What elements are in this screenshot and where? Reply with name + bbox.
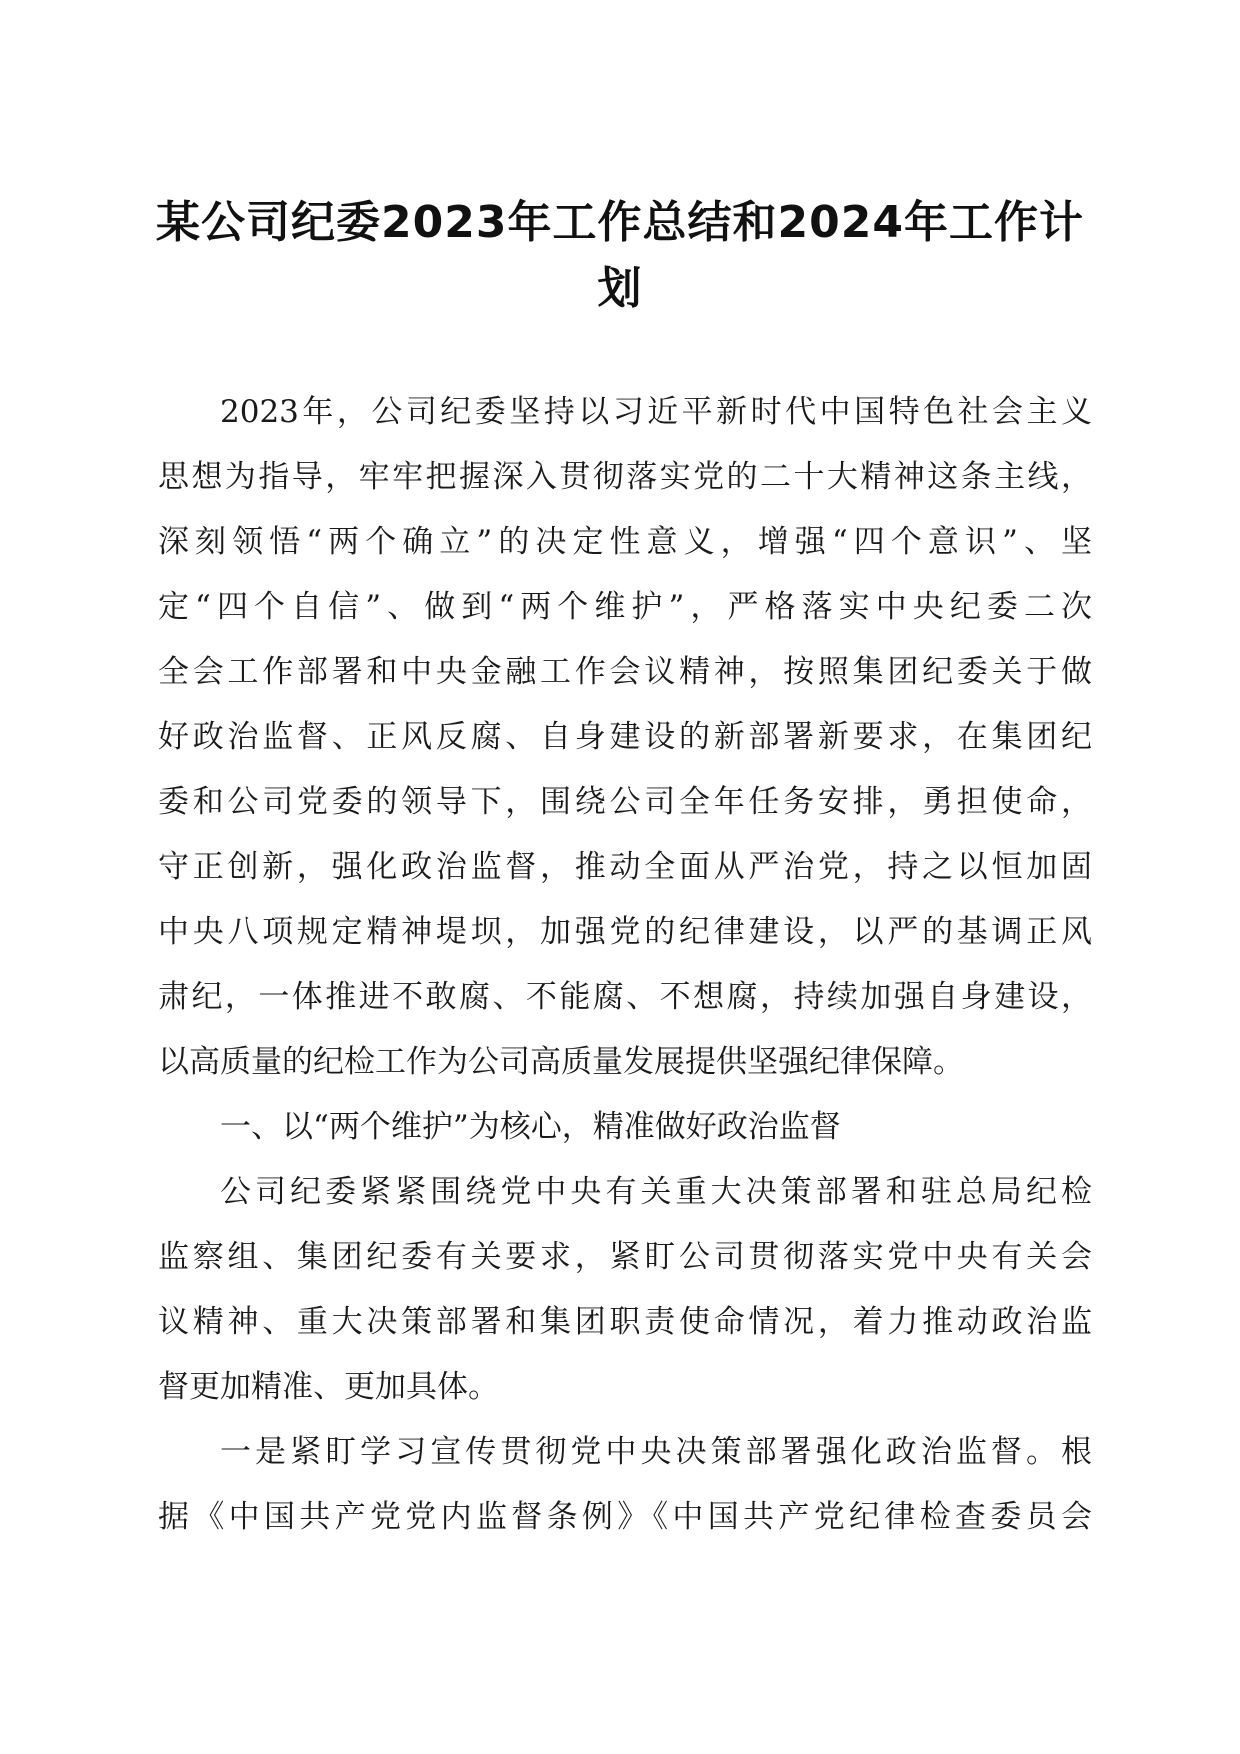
body-line: 定“四个自信”、做到“两个维护”，严格落实中央纪委二次	[158, 589, 1092, 625]
body-line: 深刻领悟“两个确立”的决定性意义，增强“四个意识”、坚	[158, 524, 1092, 560]
body-line: 议精神、重大决策部署和集团职责使命情况，着力推动政治监	[158, 1304, 1092, 1340]
body-line: 全会工作部署和中央金融工作会议精神，按照集团纪委关于做	[158, 654, 1092, 690]
title-line-1: 某公司纪委2023年工作总结和2024年工作计	[156, 197, 1084, 248]
body-line: 监察组、集团纪委有关要求，紧盯公司贯彻落实党中央有关会	[158, 1239, 1092, 1275]
body-line: 一是紧盯学习宣传贯彻党中央决策部署强化政治监督。根	[220, 1434, 1092, 1470]
document-body	[158, 380, 1092, 1550]
body-line: 思想为指导，牢牢把握深入贯彻落实党的二十大精神这条主线，	[158, 459, 1092, 495]
body-line: 以高质量的纪检工作为公司高质量发展提供坚强纪律保障。	[158, 1044, 964, 1080]
body-line: 中央八项规定精神堤坝，加强党的纪律建设，以严的基调正风	[158, 914, 1092, 950]
body-line: 督更加精准、更加具体。	[158, 1369, 499, 1405]
body-line: 公司纪委紧紧围绕党中央有关重大决策部署和驻总局纪检	[220, 1174, 1092, 1210]
body-line: 2023年，公司纪委坚持以习近平新时代中国特色社会主义	[220, 394, 1092, 430]
body-line: 一、以“两个维护”为核心，精准做好政治监督	[220, 1109, 841, 1145]
body-line: 肃纪，一体推进不敢腐、不能腐、不想腐，持续加强自身建设，	[158, 979, 1092, 1015]
body-line: 据《中国共产党党内监督条例》《中国共产党纪律检查委员会	[158, 1499, 1092, 1535]
body-line: 好政治监督、正风反腐、自身建设的新部署新要求，在集团纪	[158, 719, 1092, 755]
title-line-2: 划	[597, 263, 643, 314]
body-line: 委和公司党委的领导下，围绕公司全年任务安排，勇担使命，	[158, 784, 1092, 820]
document-title	[130, 190, 1110, 322]
body-line: 守正创新，强化政治监督，推动全面从严治党，持之以恒加固	[158, 849, 1092, 885]
